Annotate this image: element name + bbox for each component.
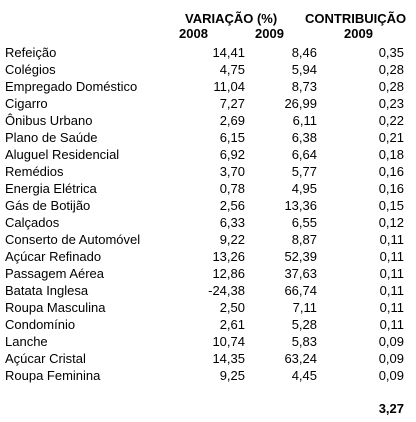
item-name-cell: Gás de Botijão [5,198,91,213]
total-contribution: 3,27 [378,401,404,416]
table-row [0,61,416,78]
variation-2009-cell: 6,64 [291,147,317,162]
variation-2008-cell: 12,86 [212,266,245,281]
contribution-cell: 0,28 [378,79,404,94]
variation-2009-cell: 37,63 [284,266,317,281]
contribution-cell: 0,09 [378,334,404,349]
variation-2009-cell: 63,24 [284,351,317,366]
variation-2008-cell: 10,74 [212,334,245,349]
variation-2008-cell: 13,26 [212,249,245,264]
table-row [0,95,416,112]
table-row [0,163,416,180]
table-row [0,299,416,316]
variation-2008-cell: 9,25 [219,368,245,383]
contribution-cell: 0,11 [379,232,404,247]
year-2009-header: 2009 [255,26,284,41]
table-row [0,180,416,197]
contribution-cell: 0,12 [378,215,404,230]
item-name-cell: Refeição [5,45,57,60]
item-name-cell: Batata Inglesa [5,283,89,298]
variation-2009-cell: 6,55 [291,215,317,230]
item-name-cell: Lanche [5,334,48,349]
item-name-cell: Energia Elétrica [5,181,97,196]
item-name-cell: Açúcar Cristal [5,351,86,366]
item-name-cell: Conserto de Automóvel [5,232,141,247]
variation-2008-cell: 6,33 [219,215,245,230]
table-row [0,197,416,214]
variation-2009-cell: 8,73 [291,79,317,94]
variation-2009-cell: 5,94 [291,62,317,77]
variation-2008-cell: 2,61 [219,317,245,332]
variation-2009-cell: 5,77 [291,164,317,179]
header-row-years [0,26,416,41]
variation-2008-cell: 7,27 [219,96,245,111]
contribution-cell: 0,35 [378,45,404,60]
variation-2009-cell: 4,45 [291,368,317,383]
table-row [0,265,416,282]
contribution-cell: 0,21 [378,130,404,145]
item-name-cell: Açúcar Refinado [5,249,102,264]
contribution-cell: 0,18 [378,147,404,162]
table-row [0,282,416,299]
variation-2008-cell: 6,15 [219,130,245,145]
table-row [0,78,416,95]
item-name-cell: Plano de Saúde [5,130,98,145]
item-name-cell: Passagem Aérea [5,266,105,281]
variation-2008-cell: 0,78 [219,181,245,196]
item-name-cell: Remédios [5,164,64,179]
variation-2008-cell: 2,69 [219,113,245,128]
table-row [0,231,416,248]
item-name-cell: Roupa Masculina [5,300,106,315]
variation-2008-cell: 11,04 [213,79,245,94]
contribution-cell: 0,09 [378,351,404,366]
contribution-cell: 0,23 [378,96,404,111]
variation-2009-cell: 8,87 [291,232,317,247]
contribution-cell: 0,15 [378,198,404,213]
variation-2009-cell: 5,28 [291,317,317,332]
variation-2008-cell: 3,70 [219,164,245,179]
variation-2009-cell: 52,39 [284,249,317,264]
contribution-cell: 0,09 [378,368,404,383]
table-row [0,316,416,333]
variation-2008-cell: 14,35 [212,351,245,366]
variation-2008-cell: 6,92 [219,147,245,162]
variation-2009-cell: 66,74 [284,283,317,298]
variation-2008-cell: 9,22 [219,232,245,247]
variation-2009-cell: 26,99 [284,96,317,111]
item-name-cell: Roupa Feminina [5,368,101,383]
contribution-cell: 0,28 [378,62,404,77]
variation-2008-cell: -24,38 [208,283,245,298]
table-row [0,112,416,129]
item-name-cell: Condomínio [5,317,76,332]
variation-2008-cell: 2,50 [219,300,245,315]
variation-2009-cell: 7,11 [292,300,317,315]
contribution-cell: 0,11 [379,266,404,281]
variation-2009-cell: 6,38 [291,130,317,145]
contribution-cell: 0,11 [379,283,404,298]
table-row [0,214,416,231]
variation-2009-cell: 8,46 [291,45,317,60]
variation-header: VARIAÇÃO (%) [185,11,278,26]
item-name-cell: Empregado Doméstico [5,79,138,94]
table-row [0,146,416,163]
table-row [0,44,416,61]
item-name-cell: Aluguel Residencial [5,147,120,162]
contribution-header: CONTRIBUIÇÃO [305,11,407,26]
contribution-cell: 0,16 [378,181,404,196]
table-row [0,129,416,146]
item-name-cell: Ônibus Urbano [5,113,93,128]
contribution-year-header: 2009 [344,26,373,41]
contribution-cell: 0,11 [379,249,404,264]
contribution-cell: 0,11 [379,300,404,315]
variation-2008-cell: 14,41 [212,45,245,60]
year-2008-header: 2008 [179,26,208,41]
item-name-cell: Colégios [5,62,56,77]
data-table [0,44,416,384]
contribution-cell: 0,11 [379,317,404,332]
contribution-cell: 0,22 [378,113,404,128]
variation-2009-cell: 6,11 [292,113,317,128]
header-row-top [0,11,416,26]
table-row [0,333,416,350]
table-row [0,367,416,384]
variation-2008-cell: 4,75 [219,62,245,77]
table-row [0,350,416,367]
item-name-cell: Calçados [5,215,60,230]
item-name-cell: Cigarro [5,96,48,111]
table-row [0,248,416,265]
variation-2009-cell: 5,83 [291,334,317,349]
contribution-cell: 0,16 [378,164,404,179]
variation-2008-cell: 2,56 [219,198,245,213]
variation-2009-cell: 13,36 [284,198,317,213]
variation-2009-cell: 4,95 [291,181,317,196]
